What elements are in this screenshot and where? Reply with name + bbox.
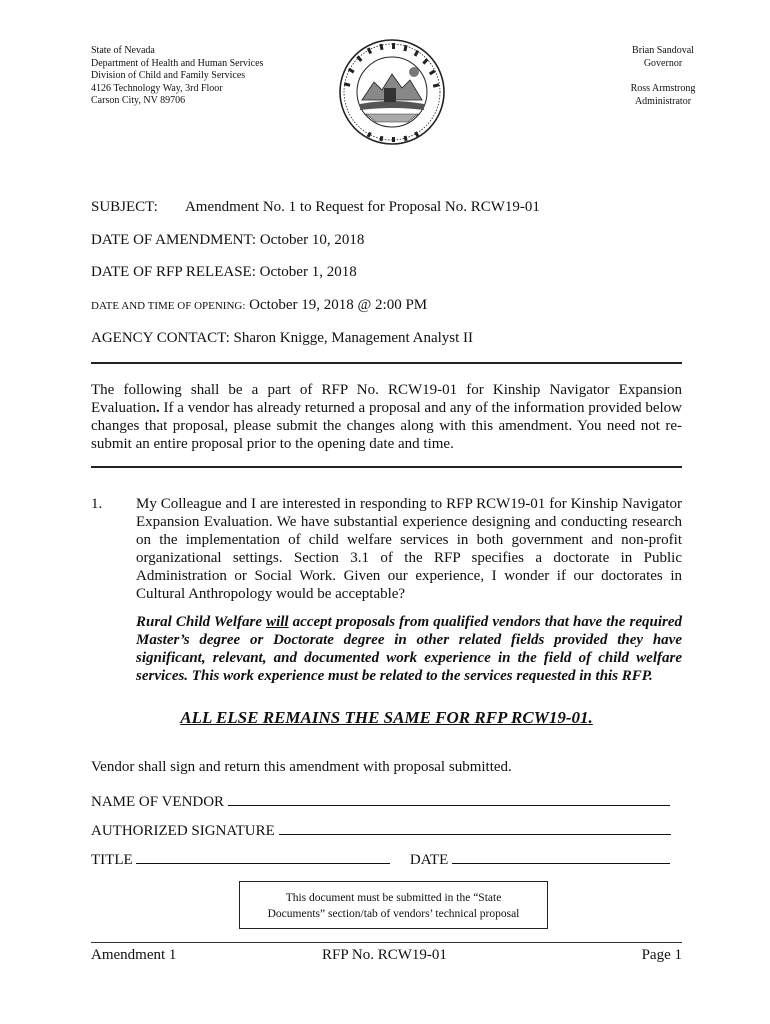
- intro-text-continued: If a vendor has already returned a proposal and any of the information provided below changes that proposal, please submit the changes along with this amendment. You need not re-submit an entire proposal prior to the opening date and time.: [91, 400, 682, 452]
- address-line: Division of Child and Family Services: [91, 70, 246, 82]
- footer-page-number: Page 1: [641, 947, 682, 963]
- address-line: Carson City, NV 89706: [91, 95, 186, 107]
- date-label: DATE: [409, 852, 449, 868]
- amendment-date-value: October 10, 2018: [259, 232, 365, 248]
- address-line: Department of Health and Human Services: [91, 57, 264, 69]
- governor-name: Brian Sandoval: [632, 45, 694, 56]
- release-date-label: DATE OF RFP RELEASE:: [91, 264, 256, 280]
- answer-start: Rural Child Welfare: [136, 614, 267, 630]
- governor-title: Governor: [643, 57, 683, 69]
- intro-paragraph: [91, 381, 682, 453]
- notice-line: Documents” section/tab of vendors’ technical proposal: [267, 908, 520, 920]
- footer-amendment: Amendment 1: [91, 947, 177, 963]
- intro-text: The following shall be a part of RFP No. RCW19-01 for Kinship Navigator Expansion Evaluation: [91, 382, 682, 416]
- question-number: 1.: [91, 496, 103, 512]
- vendor-instruction: Vendor shall sign and return this amendment with proposal submitted.: [91, 759, 512, 775]
- vendor-name-label: NAME OF VENDOR: [91, 794, 225, 810]
- answer-emphasis: will: [266, 614, 289, 630]
- administrator-name: Ross Armstrong: [630, 83, 696, 95]
- agency-contact-line: [91, 330, 473, 347]
- date-of-opening-line: [91, 297, 427, 314]
- spacer: [553, 70, 713, 83]
- notice-line: This document must be submitted in the “State: [285, 892, 502, 904]
- opening-date-label: DATE AND TIME OF OPENING:: [91, 300, 246, 312]
- signature-line: [279, 820, 671, 835]
- contact-value: Sharon Knigge, Management Analyst II: [233, 330, 474, 346]
- divider: [91, 466, 682, 468]
- footer-divider: [91, 942, 682, 943]
- answer-rest: accept proposals from qualified vendors that have the required Master’s degree or Doctorate degree in other related fields provided they have significant, relevant, and documented work experience in the field of child welfare services. This work experience must be related to the services requested in this RFP.: [136, 614, 682, 684]
- opening-date-value: October 19, 2018 @ 2:00 PM: [249, 297, 428, 313]
- subject-line: [91, 199, 540, 216]
- title-line: [136, 849, 390, 864]
- vendor-name-line: [228, 791, 670, 806]
- vendor-name-field: [91, 791, 670, 811]
- signature-label: AUTHORIZED SIGNATURE: [91, 823, 275, 839]
- agency-address: [91, 45, 331, 108]
- footer-rfp-number: RFP No. RCW19-01: [322, 947, 447, 963]
- submission-notice-box: [239, 881, 548, 929]
- title-label: TITLE: [91, 852, 133, 868]
- amendment-date-label: DATE OF AMENDMENT:: [91, 232, 257, 248]
- signature-field: [91, 820, 671, 840]
- administrator-title: Administrator: [634, 95, 692, 107]
- date-of-release-line: [91, 264, 357, 281]
- date-of-amendment-line: [91, 232, 364, 249]
- all-else-remains-heading: ALL ELSE REMAINS THE SAME FOR RFP RCW19-01.: [180, 708, 593, 727]
- intro-period: .: [155, 400, 160, 416]
- subject-label: SUBJECT:: [91, 199, 158, 215]
- title-date-field: [91, 849, 670, 869]
- address-line: 4126 Technology Way, 3rd Floor: [91, 82, 223, 94]
- date-line: [452, 849, 670, 864]
- officials-block: [553, 45, 713, 108]
- contact-label: AGENCY CONTACT:: [91, 330, 230, 346]
- question-text: My Colleague and I are interested in responding to RFP RCW19-01 for Kinship Navigator Expansion Evaluation. We have substantial experience designing and conducting research on the implementation of child welfare services in both government and non-profit organizational settings. Section 3.1 of the RFP specifies a doctorate in Public Administration or Social Work. Given our experience, I wonder if our doctorates in Cultural Anthropology would be acceptable?: [136, 496, 682, 602]
- release-date-value: October 1, 2018: [259, 264, 357, 280]
- answer-text: [136, 613, 682, 685]
- address-line: State of Nevada: [91, 45, 155, 56]
- nevada-state-seal: [338, 38, 446, 146]
- divider: [91, 362, 682, 364]
- subject-value: Amendment No. 1 to Request for Proposal No. RCW19-01: [184, 199, 540, 215]
